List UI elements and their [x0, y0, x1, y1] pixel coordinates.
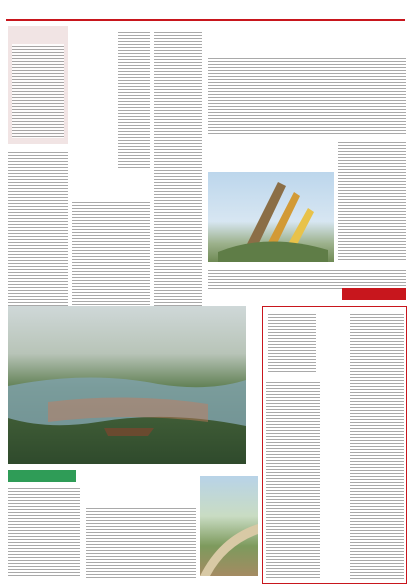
bottom-left-text: [8, 486, 80, 578]
scenic-graphic: [8, 306, 246, 464]
greenway-photo: [200, 476, 258, 576]
expo-side-text: [338, 140, 406, 262]
cargo-body-b: [350, 312, 404, 580]
sidebar-box: [8, 26, 68, 144]
sidebar-text: [12, 44, 64, 138]
bottom-center-text: [86, 506, 196, 578]
greenway-graphic: [200, 476, 258, 576]
lead-sub-text: [118, 30, 150, 170]
section-label: [342, 288, 406, 300]
cargo-body-a: [266, 380, 320, 580]
expo-caption: [208, 268, 406, 290]
scenic-photo: [8, 306, 246, 464]
masthead: [6, 4, 405, 18]
bottom-section-label: [8, 470, 76, 482]
expo-photo: [208, 172, 334, 262]
cargo-intro-text: [268, 312, 316, 372]
top-story-text: [208, 56, 406, 134]
masthead-rule: [6, 19, 405, 21]
sculpture-graphic: [208, 172, 334, 262]
